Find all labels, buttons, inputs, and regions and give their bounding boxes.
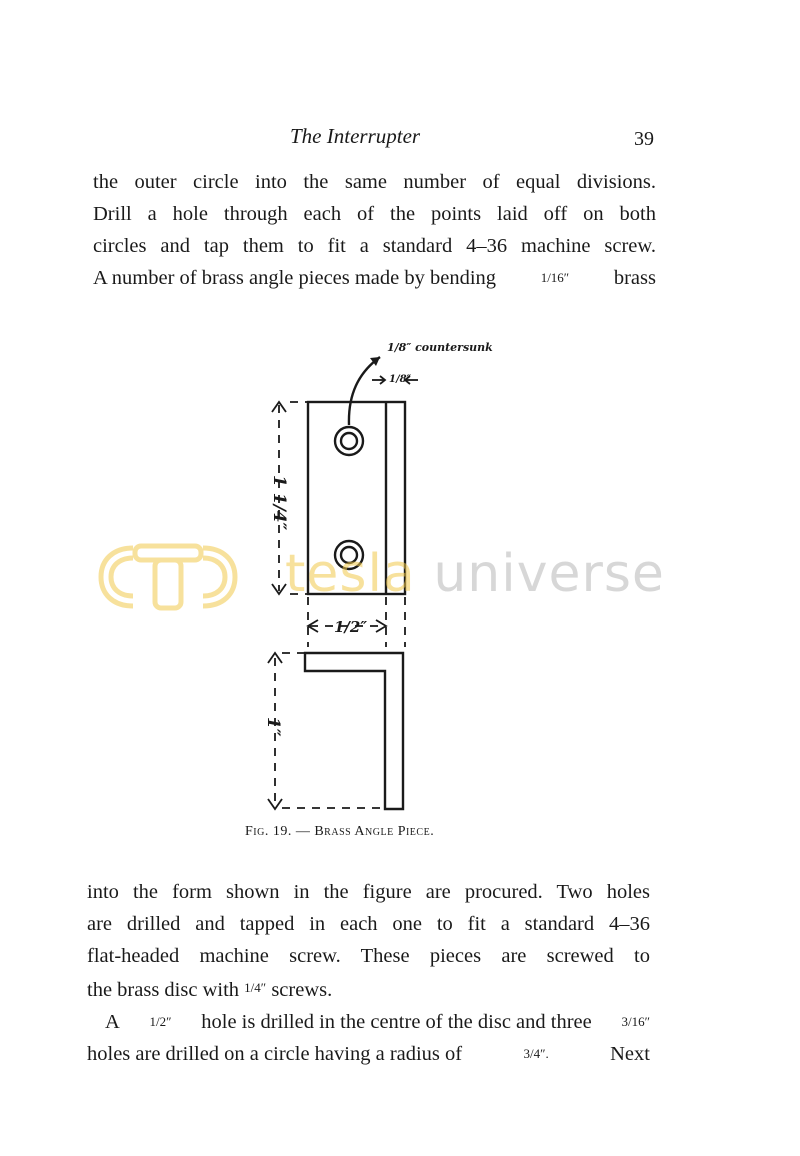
side-view-outline: [305, 653, 403, 809]
caption-number: Fig. 19. —: [245, 824, 311, 839]
watermark-word-tesla: tesla: [285, 544, 416, 604]
running-head: [0, 124, 800, 154]
page-number: 39: [634, 128, 654, 150]
paragraph-2: [87, 876, 650, 1006]
label-eighth: 1/8″: [389, 374, 412, 385]
hole-outer: [335, 427, 363, 455]
tesla-universe-logo-icon: [93, 540, 243, 614]
running-title: The Interrupter: [290, 124, 421, 148]
fraction: 1/4″: [244, 980, 267, 995]
paragraph-line: [87, 972, 650, 1006]
logo-arc: [111, 558, 133, 596]
line-text: brass: [613, 267, 656, 289]
line-text: Next: [610, 1043, 650, 1065]
paragraph-line: [87, 1038, 650, 1070]
watermark-word-universe: universe: [433, 544, 665, 604]
paragraph-line: into the form shown in the figure are procured. Two holes: [87, 881, 650, 903]
line-text: A: [105, 1011, 120, 1033]
line-text: holes are drilled on a circle having a radius of: [87, 1043, 463, 1065]
logo-arc: [203, 558, 225, 596]
fraction: 3/16″: [621, 1014, 650, 1029]
label-leg: 1″: [263, 717, 283, 737]
fraction: 1/16″: [540, 270, 570, 285]
paragraph-line: are drilled and tapped in each one to fit a standard 4–36: [87, 913, 650, 935]
line-text: hole is drilled in the centre of the disc and three: [201, 1011, 592, 1033]
hole-inner: [341, 433, 357, 449]
label-height: 1 1/4″: [269, 475, 289, 531]
fraction: 3/4″.: [523, 1046, 549, 1061]
paragraph-line: circles and tap them to fit a standard 4–36 machine screw.: [93, 235, 656, 257]
figure-caption: [245, 824, 505, 840]
countersunk-leader: [349, 357, 380, 425]
paragraph-1: [93, 166, 656, 294]
line-text: A number of brass angle pieces made by bending: [93, 267, 497, 289]
label-width: 1/2″: [334, 618, 368, 636]
paragraph-line: flat-headed machine screw. These pieces are screwed to: [87, 945, 650, 967]
label-countersunk: 1/8″ countersunk: [387, 341, 493, 354]
paragraph-line: [93, 262, 656, 294]
watermark: [93, 540, 713, 614]
paragraph-3: [87, 1006, 650, 1070]
paragraph-line: [87, 1006, 650, 1038]
logo-t-stem: [155, 560, 181, 608]
line-text: the brass disc with: [87, 979, 240, 1001]
paragraph-line: the outer circle into the same number of equal divisions.: [93, 171, 656, 193]
fraction: 1/2″: [149, 1014, 172, 1029]
paragraph-line: Drill a hole through each of the points laid off on both: [93, 203, 656, 225]
line-text: screws.: [271, 979, 333, 1001]
watermark-text: [285, 544, 665, 604]
caption-title: Brass Angle Piece.: [314, 824, 435, 839]
